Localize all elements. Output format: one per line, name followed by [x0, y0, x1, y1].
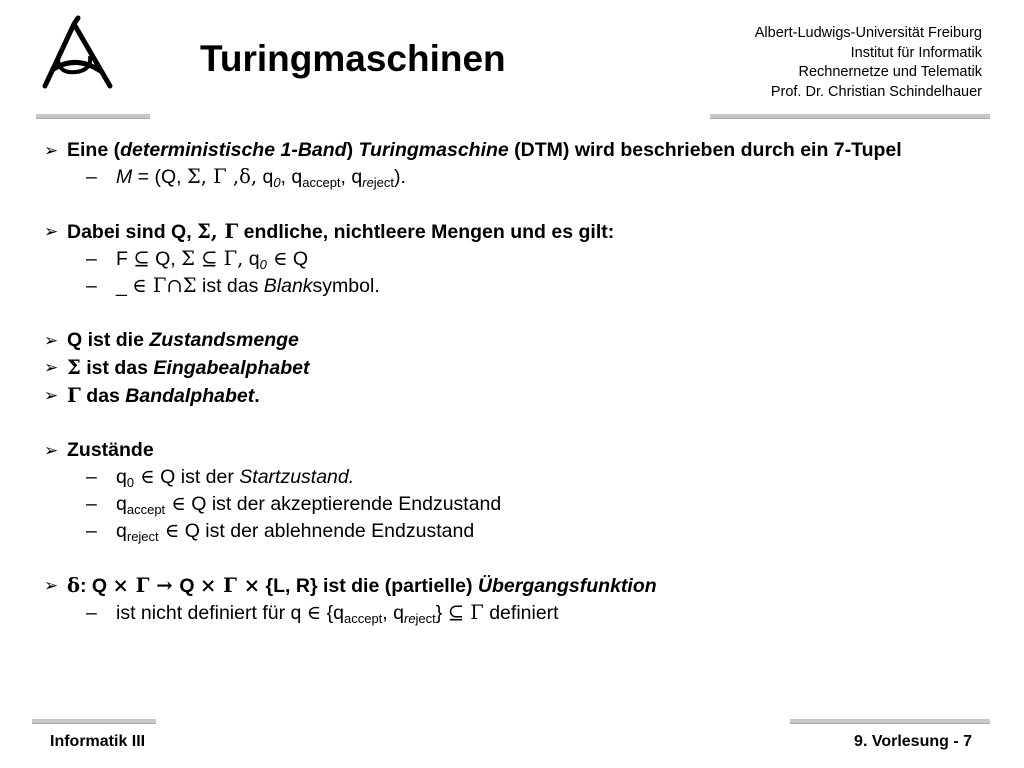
sub-bullet-undefined: – ist nicht definiert für q ∈ {$q_{accept}$, $q_{reject}$} ⊆ Γ definiert	[86, 601, 559, 626]
sub-bullet-reject-state: – $q_{reject}$ ∈ Q ist der ablehnende Endzustand	[86, 519, 475, 544]
bullet-tape-alphabet: ➢ Γ das Bandalphabet.	[44, 384, 260, 407]
sub-bullet-subsets: – F ⊆ Q, Σ ⊆ Γ, $q_0$ ∈ Q	[86, 247, 309, 272]
sub-bullet-accept-state: – $q_{accept}$ ∈ Q ist der akzeptierende Endzustand	[86, 492, 502, 517]
bullet-sets: ➢ Dabei sind Q, Σ, Γ endliche, nichtleere Mengen und es gilt:	[44, 220, 615, 243]
bullet-state-set: ➢ Q ist die Zustandsmenge	[44, 329, 299, 351]
arrow-bullet-icon: ➢	[44, 331, 59, 350]
logo-rule	[36, 114, 150, 119]
slide-content	[44, 135, 984, 625]
bullet-dtm-definition: ➢ Eine (deterministische 1-Band) Turingmaschine (DTM) wird beschrieben durch ein 7-Tupel	[44, 139, 902, 161]
sub-bullet-tuple: – M = (Q, Σ, Γ ,δ, $q_0$, $q_{accept}$, $q_{reject}$).	[86, 165, 406, 190]
arrow-bullet-icon: ➢	[44, 358, 59, 377]
dash-bullet-icon: –	[86, 493, 97, 515]
institution-block	[755, 24, 982, 102]
institution-line: Albert-Ludwigs-Universität Freiburg	[754, 25, 982, 41]
footer-lecture-page: 9. Vorlesung - 7	[854, 733, 972, 750]
arrow-bullet-icon: ➢	[44, 576, 59, 595]
dash-bullet-icon: –	[86, 275, 97, 297]
dash-bullet-icon: –	[86, 520, 97, 542]
sub-bullet-start-state: – $q_0$ ∈ Q ist der Startzustand.	[86, 465, 355, 490]
dash-bullet-icon: –	[86, 166, 97, 188]
bullet-input-alphabet: ➢ Σ ist das Eingabealphabet	[44, 356, 310, 379]
dash-bullet-icon: –	[86, 602, 97, 624]
university-logo	[36, 14, 120, 94]
institution-line: Rechnernetze und Telematik	[798, 64, 982, 80]
arrow-bullet-icon: ➢	[44, 441, 59, 460]
arrow-bullet-icon: ➢	[44, 141, 59, 160]
footer-rule-right	[790, 719, 990, 724]
page-title: Turingmaschinen	[200, 38, 506, 79]
arrow-bullet-icon: ➢	[44, 386, 59, 405]
bullet-transition-function: ➢ δ: Q × Γ → Q × Γ × {L, R} ist die (partielle) Übergangsfunktion	[44, 574, 657, 597]
footer-course: Informatik III	[50, 733, 146, 750]
institution-line: Institut für Informatik	[850, 44, 982, 61]
dash-bullet-icon: –	[86, 248, 97, 270]
dash-bullet-icon: –	[86, 466, 97, 488]
bullet-states: ➢ Zustände	[44, 439, 154, 461]
institution-line: Prof. Dr. Christian Schindelhauer	[770, 83, 982, 100]
header-rule	[710, 114, 990, 119]
footer-rule-left	[32, 719, 156, 724]
arrow-bullet-icon: ➢	[44, 222, 59, 241]
sub-bullet-blank: – _ ∈ Γ∩Σ ist das Blanksymbol.	[86, 274, 380, 297]
